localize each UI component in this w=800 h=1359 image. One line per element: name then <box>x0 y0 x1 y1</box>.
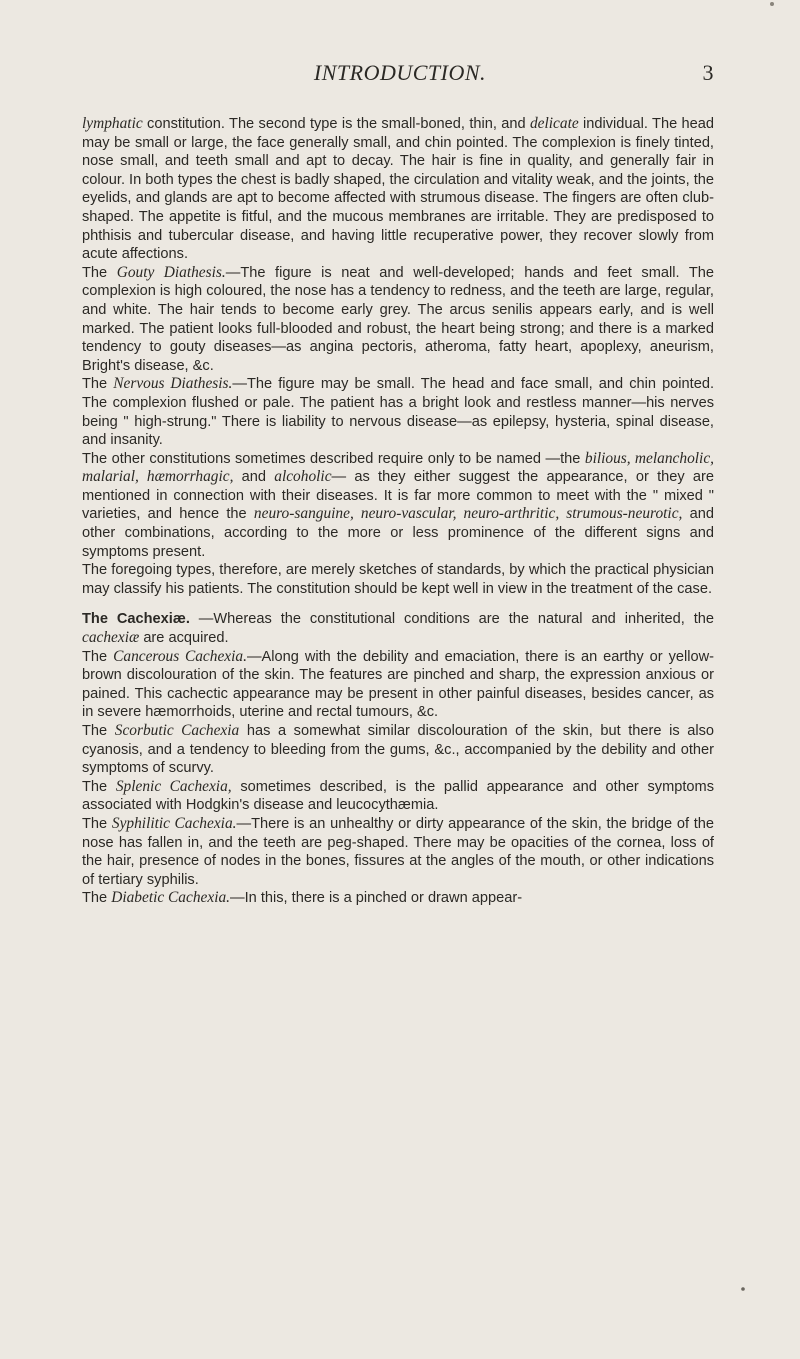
text-run: The <box>82 890 112 907</box>
text-run: —The figure is neat and well-developed; hands and feet small. The complexion is high coloured, the nose has a tendency to redness, and the teeth are large, regular, and white. The hair tends to become early grey. The arcus senilis appears early, and is well marked. The patient looks full-blooded and robust, the heart being strong; and there is a marked tendency to gouty diseases—as angina pectoris, atheroma, fatty heart, apoplexy, aneurism, Bright's disease, &c. <box>82 264 714 374</box>
text-run: constitution. The second type is the small-boned, thin, and <box>142 116 530 132</box>
running-head <box>0 60 800 90</box>
paragraph <box>82 115 714 264</box>
text-run: —In this, there is a pinched or drawn appear- <box>230 890 523 907</box>
italic-run: lymphatic <box>82 115 143 132</box>
text-run: —Along with the debility and emaciation, there is an earthy or yellow-brown discolouration of the skin. The features are pinched and sharp, the expression anxious or pained. This cachectic appearance may be present in other painful diseases, besides cancer, as in severe hæmorrhoids, uterine and rectal tumours, &c. <box>82 648 715 721</box>
italic-run: Cancerous Cachexia. <box>113 647 247 665</box>
text-run: are acquired. <box>139 630 229 647</box>
paragraph <box>82 889 714 908</box>
text-run: and other combinations, according to the more or less prominence of the different signs and symptoms present. <box>82 506 715 560</box>
paragraph <box>82 610 714 647</box>
text-run: and <box>233 469 275 486</box>
paragraph <box>82 375 714 449</box>
italic-run: Diabetic Cachexia. <box>111 889 231 907</box>
italic-run: Gouty Diathesis. <box>116 263 226 281</box>
italic-run: Scorbutic Cachexia <box>114 722 240 739</box>
paragraph <box>82 778 714 815</box>
text-run: The <box>82 723 115 739</box>
text-run: The <box>82 815 112 832</box>
italic-run: Nervous Diathesis. <box>113 375 233 393</box>
text-run: —The figure may be small. The head and face small, and chin pointed. The complexion flushed or pale. The patient has a bright look and restless manner—his nerves being " high-strung." There is liability to nervous disease—as epilepsy, hysteria, spinal disease, and insanity. <box>82 376 714 449</box>
paragraph <box>82 648 714 722</box>
text-run: — as they either suggest the appearance, or they are mentioned in connection with their diseases. It is far more common to meet with the " mixed " varieties, and hence the <box>82 469 714 523</box>
paragraph <box>82 722 714 778</box>
text-run: —There is an unhealthy or dirty appearance of the skin, the bridge of the nose has fallen in, and the teeth are peg-shaped. There may be opacities of the cornea, loss of the hair, presence of nodes in the bones, fissures at the angles of the mouth, or other indications of tertiary syphilis. <box>82 815 714 888</box>
text-run: —Whereas the constitutional conditions are the natural and inherited, the <box>189 611 714 628</box>
text-run: The <box>82 778 116 795</box>
italic-run: bilious, melancholic, malarial, hæmorrhagic, <box>82 449 714 486</box>
italic-run: Splenic Cachexia, <box>115 777 232 795</box>
paragraph <box>82 450 714 562</box>
text-run: The <box>82 264 117 281</box>
text-run: has a somewhat similar discolouration of the skin, but there is also cyanosis, and a tendency to bleeding from the gums, &c., accompanied by the debility and other symptoms of scurvy. <box>82 723 714 777</box>
section-heading: The Cachexiæ. <box>82 611 190 628</box>
text-run: The <box>82 376 114 393</box>
paragraph <box>82 264 714 376</box>
italic-run: cachexiæ <box>82 629 140 647</box>
paragraph <box>82 561 714 598</box>
body-text <box>82 115 714 908</box>
text-run: The <box>82 648 114 665</box>
text-run: sometimes described, is the pallid appearance and other symptoms associated with Hodgkin's disease and leucocythæmia. <box>82 778 714 814</box>
page-title: INTRODUCTION. <box>313 60 487 85</box>
page-number: 3 <box>702 60 714 85</box>
italic-run: neuro-sanguine, neuro-vascular, neuro-arthritic, strumous-neurotic, <box>253 505 683 523</box>
paragraph <box>82 815 714 889</box>
text-run: The other constitutions sometimes described require only to be named —the <box>82 450 585 467</box>
italic-run: delicate <box>529 115 579 132</box>
italic-run: alcoholic <box>274 468 332 486</box>
italic-run: Syphilitic Cachexia. <box>111 814 237 832</box>
text-run: individual. The head may be small or large, the face generally small, and chin pointed. The complexion is finely tinted, nose small, and teeth small and apt to decay. The hair is fine in quality, and generally fair in colour. In both types the chest is badly shaped, the circulation and vitality weak, and the joints, the eyelids, and glands are apt to become affected with strumous disease. The fingers are often club-shaped. The appetite is fitful, and the mucous membranes are irritable. They are predisposed to phthisis and tubercular disease, and having little recuperative power, they recover slowly from acute affections. <box>82 116 715 263</box>
text-run: The foregoing types, therefore, are merely sketches of standards, by which the practical physician may classify his patients. The constitution should be kept well in view in the treatment of the case. <box>82 562 714 597</box>
